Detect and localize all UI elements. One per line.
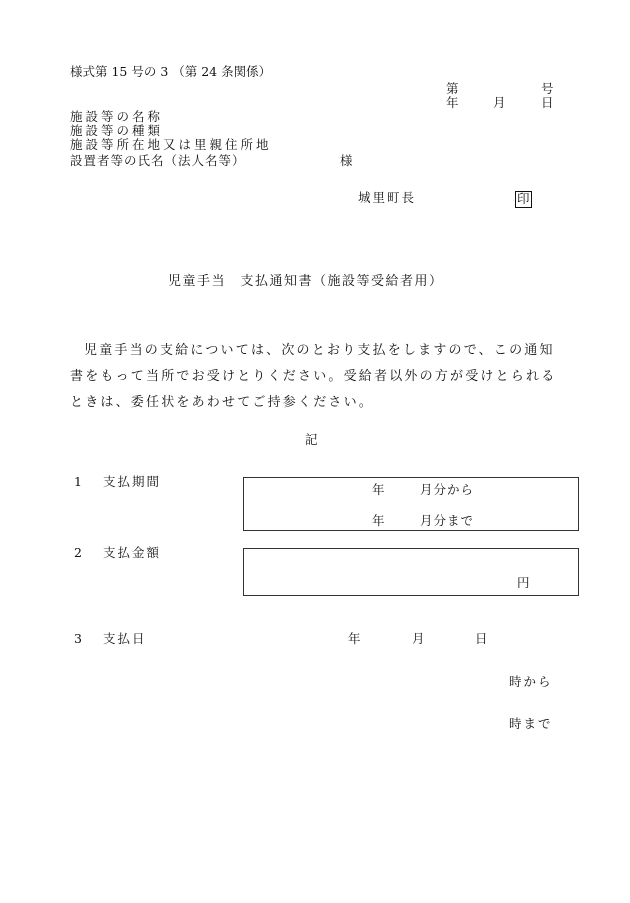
facility-address-label: 施設等所在地又は里親住所地	[70, 137, 272, 152]
pay-date-year: 年	[348, 631, 361, 646]
body-paragraph: 児童手当の支給については、次のとおり支払をしますので、この通知書をもって当所でお受けとりください。受給者以外の方が受けとられるときは、委任状をあわせてご持参ください。	[70, 343, 557, 410]
facility-type-label: 施設等の種類	[70, 123, 164, 138]
period-from-month: 月分から	[420, 482, 475, 497]
seal-mark: 印	[517, 191, 530, 206]
period-to-month: 月分まで	[420, 513, 475, 528]
document-title: 児童手当 支払通知書（施設等受給者用）	[168, 274, 444, 289]
ki-heading: 記	[305, 432, 318, 447]
date-year: 年	[446, 95, 459, 110]
item-2-label: 支払金額	[103, 545, 162, 560]
item-1-number: 1	[74, 474, 82, 489]
pay-time-to: 時まで	[509, 716, 553, 731]
period-to-year: 年	[372, 513, 385, 528]
issuer-title: 城里町長	[358, 190, 417, 205]
form-id: 様式第 15 号の 3 （第 24 条関係）	[70, 64, 272, 79]
period-box	[243, 477, 579, 531]
facility-name-label: 施設等の名称	[70, 109, 164, 124]
number-suffix: 号	[541, 81, 554, 96]
item-2-number: 2	[74, 545, 82, 560]
amount-unit: 円	[517, 575, 530, 590]
pay-time-from: 時から	[509, 674, 553, 689]
number-prefix: 第	[446, 81, 459, 96]
period-from-year: 年	[372, 482, 385, 497]
date-day: 日	[541, 95, 554, 110]
item-1-label: 支払期間	[103, 474, 162, 489]
amount-box	[243, 548, 579, 596]
founder-name-label: 設置者等の氏名（法人名等）	[70, 153, 246, 168]
date-month: 月	[493, 95, 506, 110]
item-3-number: 3	[74, 631, 82, 646]
item-3-label: 支払日	[103, 631, 147, 646]
pay-date-month: 月	[412, 631, 425, 646]
honorific: 様	[340, 153, 353, 168]
pay-date-day: 日	[475, 631, 488, 646]
